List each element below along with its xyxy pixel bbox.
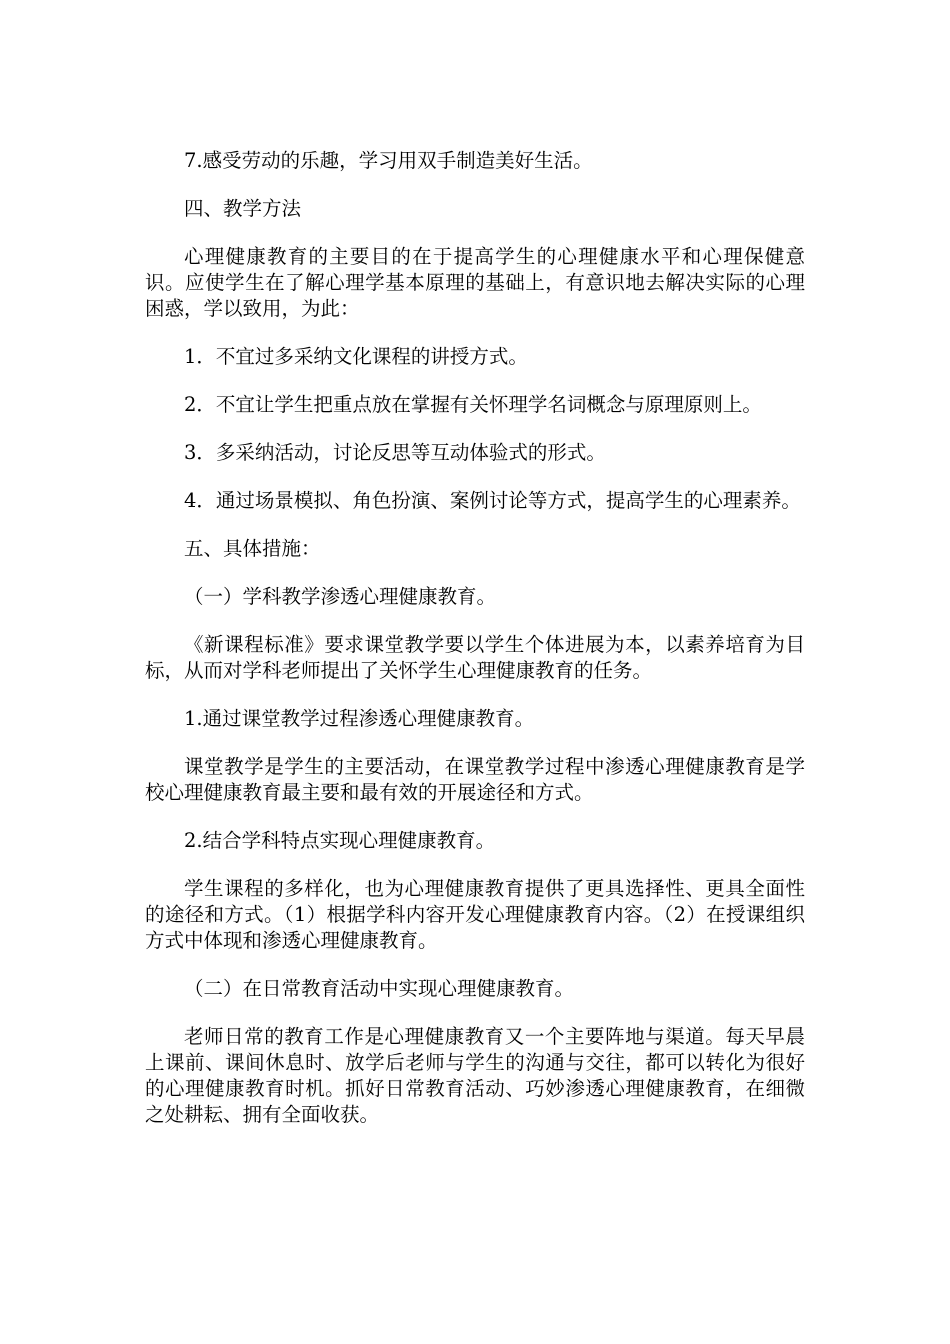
paragraph-daily-activities: 老师日常的教育工作是心理健康教育又一个主要阵地与渠道。每天早晨上课前、课间休息时、放学后老师与学生的沟通与交往，都可以转化为很好的心理健康教育时机。抓好日常教育活动、巧妙渗透心理健康教育，在细微之处耕耘、拥有全面收获。 — [145, 1025, 805, 1126]
paragraph-classroom: 课堂教学是学生的主要活动，在课堂教学过程中渗透心理健康教育是学校心理健康教育最主要和最有效的开展途径和方式。 — [145, 755, 805, 804]
section-heading-measures: 五、具体措施： — [184, 537, 321, 560]
item-heading-classroom: 1.通过课堂教学过程渗透心理健康教育。 — [184, 707, 535, 730]
paragraph-goal-7: 7.感受劳动的乐趣，学习用双手制造美好生活。 — [184, 149, 593, 172]
subsection-heading-daily-activities: （二）在日常教育活动中实现心理健康教育。 — [184, 977, 575, 1000]
list-item-method-1: 1．不宜过多采纳文化课程的讲授方式。 — [184, 345, 528, 368]
subsection-heading-subject-teaching: （一）学科教学渗透心理健康教育。 — [184, 585, 497, 608]
list-item-method-3: 3．多采纳活动，讨论反思等互动体验式的形式。 — [184, 441, 606, 464]
document-page — [145, 148, 805, 1150]
paragraph-subject-features: 学生课程的多样化，也为心理健康教育提供了更具选择性、更具全面性的途径和方式。（1）根据学科内容开发心理健康教育内容。（2）在授课组织方式中体现和渗透心理健康教育。 — [145, 877, 805, 952]
list-item-method-4: 4．通过场景模拟、角色扮演、案例讨论等方式，提高学生的心理素养。 — [184, 489, 801, 512]
item-heading-subject-features: 2.结合学科特点实现心理健康教育。 — [184, 829, 496, 852]
paragraph-methods-intro: 心理健康教育的主要目的在于提高学生的心理健康水平和心理保健意识。应使学生在了解心理学基本原理的基础上，有意识地去解决实际的心理困惑，学以致用，为此： — [145, 245, 805, 320]
section-heading-teaching-methods: 四、教学方法 — [184, 197, 302, 220]
paragraph-curriculum-standard: 《新课程标准》要求课堂教学要以学生个体进展为本，以素养培育为目标，从而对学科老师提出了关怀学生心理健康教育的任务。 — [145, 633, 805, 682]
list-item-method-2: 2．不宜让学生把重点放在掌握有关怀理学名词概念与原理原则上。 — [184, 393, 762, 416]
